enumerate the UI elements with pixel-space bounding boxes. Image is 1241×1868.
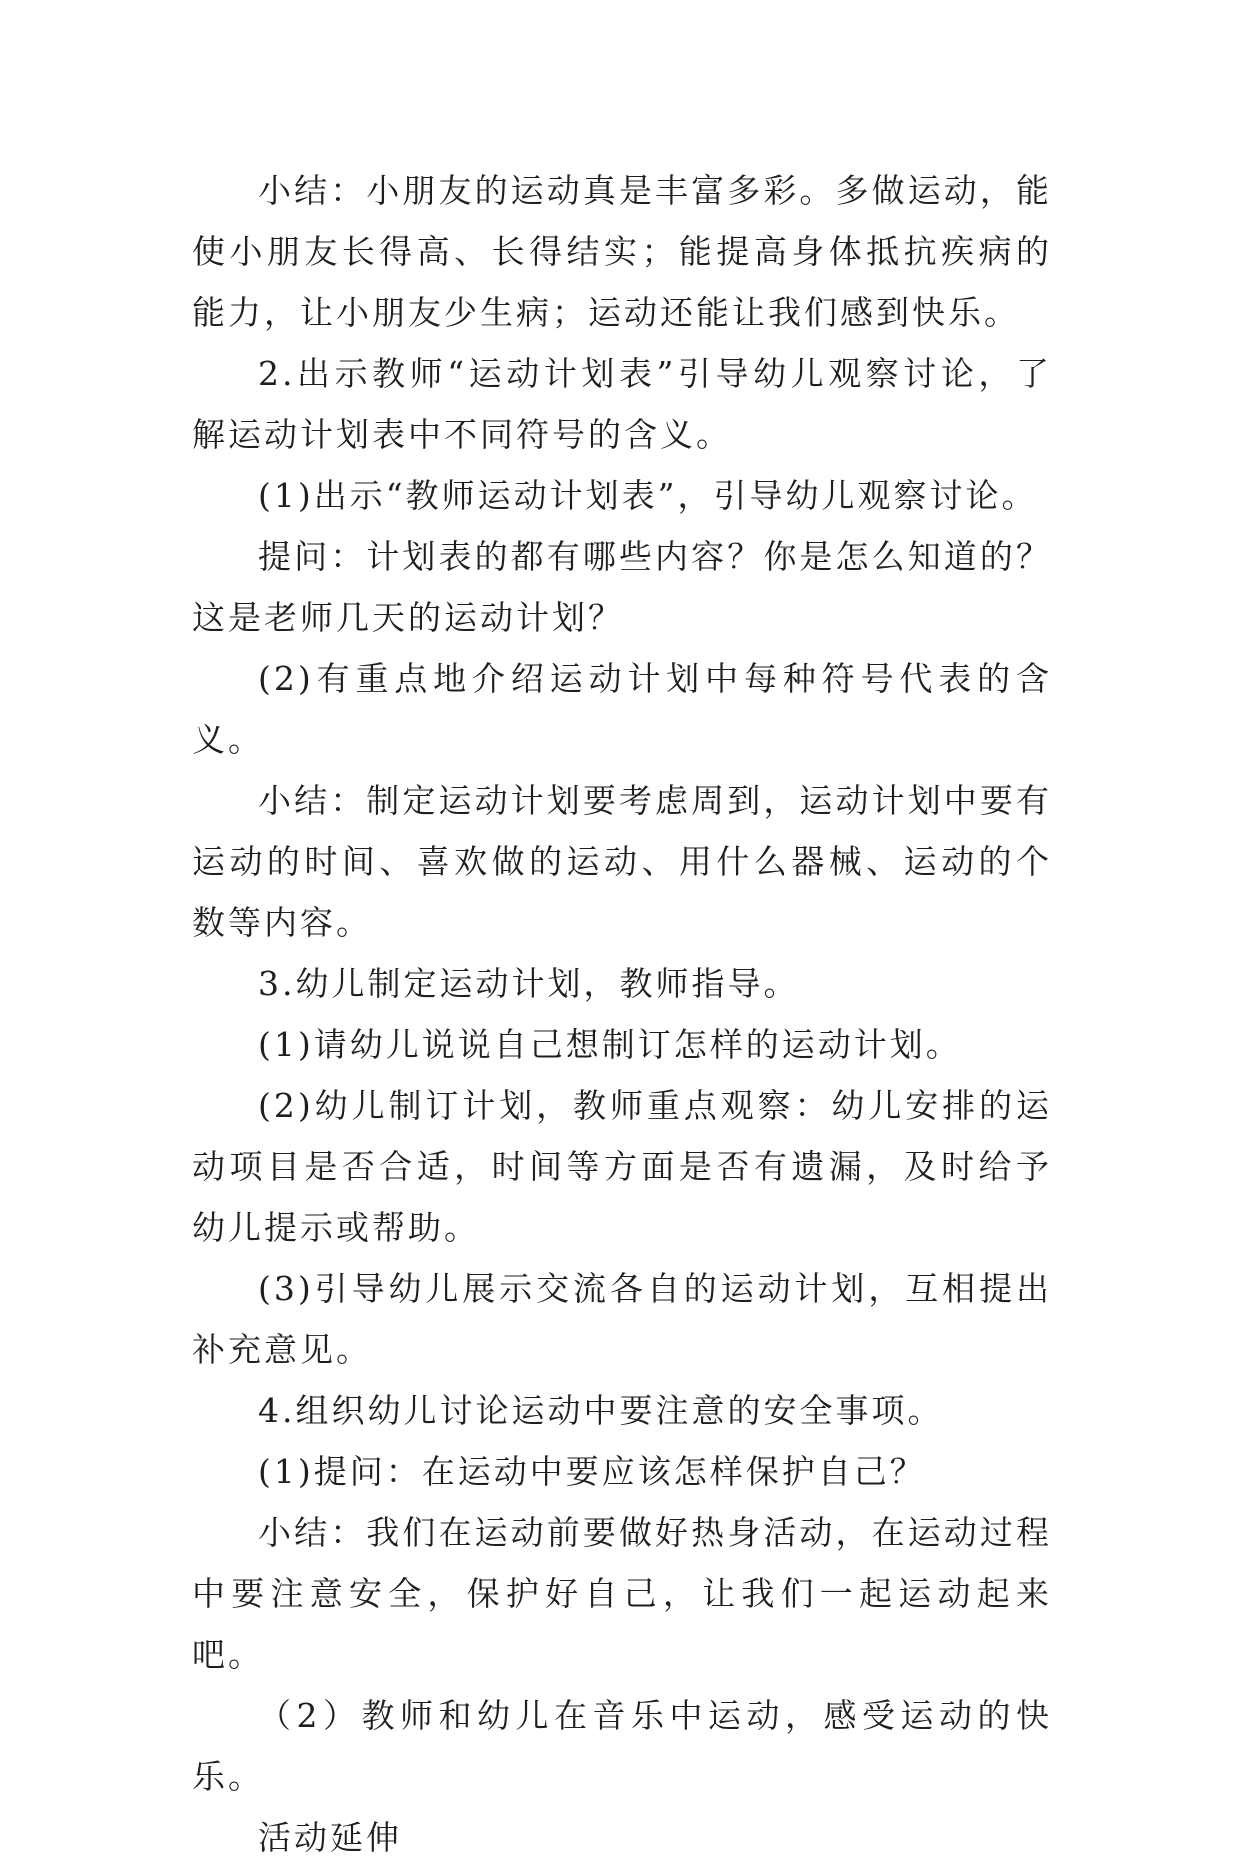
paragraph-step-3-3: (3)引导幼儿展示交流各自的运动计划，互相提出补充意见。: [192, 1269, 1052, 1369]
paragraph-summary-1: 小结：小朋友的运动真是丰富多彩。多做运动，能使小朋友长得高、长得结实；能提高身体抵抗疾病的能力，让小朋友少生病；运动还能让我们感到快乐。: [192, 171, 1052, 332]
section-heading-extension: 活动延伸: [258, 1818, 402, 1857]
paragraph-step-2-2: (2)有重点地介绍运动计划中每种符号代表的含义。: [192, 659, 1052, 759]
paragraph-question-1: 提问：计划表的都有哪些内容？你是怎么知道的？这是老师几天的运动计划？: [192, 537, 1052, 637]
paragraph-step-2-1: (1)出示“教师运动计划表”，引导幼儿观察讨论。: [258, 476, 1038, 515]
paragraph-step-3-1: (1)请幼儿说说自己想制订怎样的运动计划。: [258, 1025, 962, 1064]
paragraph-summary-3: 小结：我们在运动前要做好热身活动，在运动过程中要注意安全，保护好自己，让我们一起运动起来吧。: [192, 1513, 1052, 1674]
paragraph-step-3: 3.幼儿制定运动计划，教师指导。: [258, 964, 800, 1003]
paragraph-step-4-2: （2）教师和幼儿在音乐中运动，感受运动的快乐。: [192, 1696, 1052, 1796]
paragraph-summary-2: 小结：制定运动计划要考虑周到，运动计划中要有运动的时间、喜欢做的运动、用什么器械、运动的个数等内容。: [192, 781, 1052, 942]
paragraph-step-4: 4.组织幼儿讨论运动中要注意的安全事项。: [258, 1391, 944, 1430]
paragraph-step-2: 2.出示教师“运动计划表”引导幼儿观察讨论，了解运动计划表中不同符号的含义。: [192, 354, 1052, 454]
paragraph-step-3-2: (2)幼儿制订计划，教师重点观察：幼儿安排的运动项目是否合适，时间等方面是否有遗漏，及时给予幼儿提示或帮助。: [192, 1086, 1052, 1247]
paragraph-step-4-1: (1)提问：在运动中要应该怎样保护自己？: [258, 1452, 926, 1491]
document-body: [192, 160, 1052, 1868]
